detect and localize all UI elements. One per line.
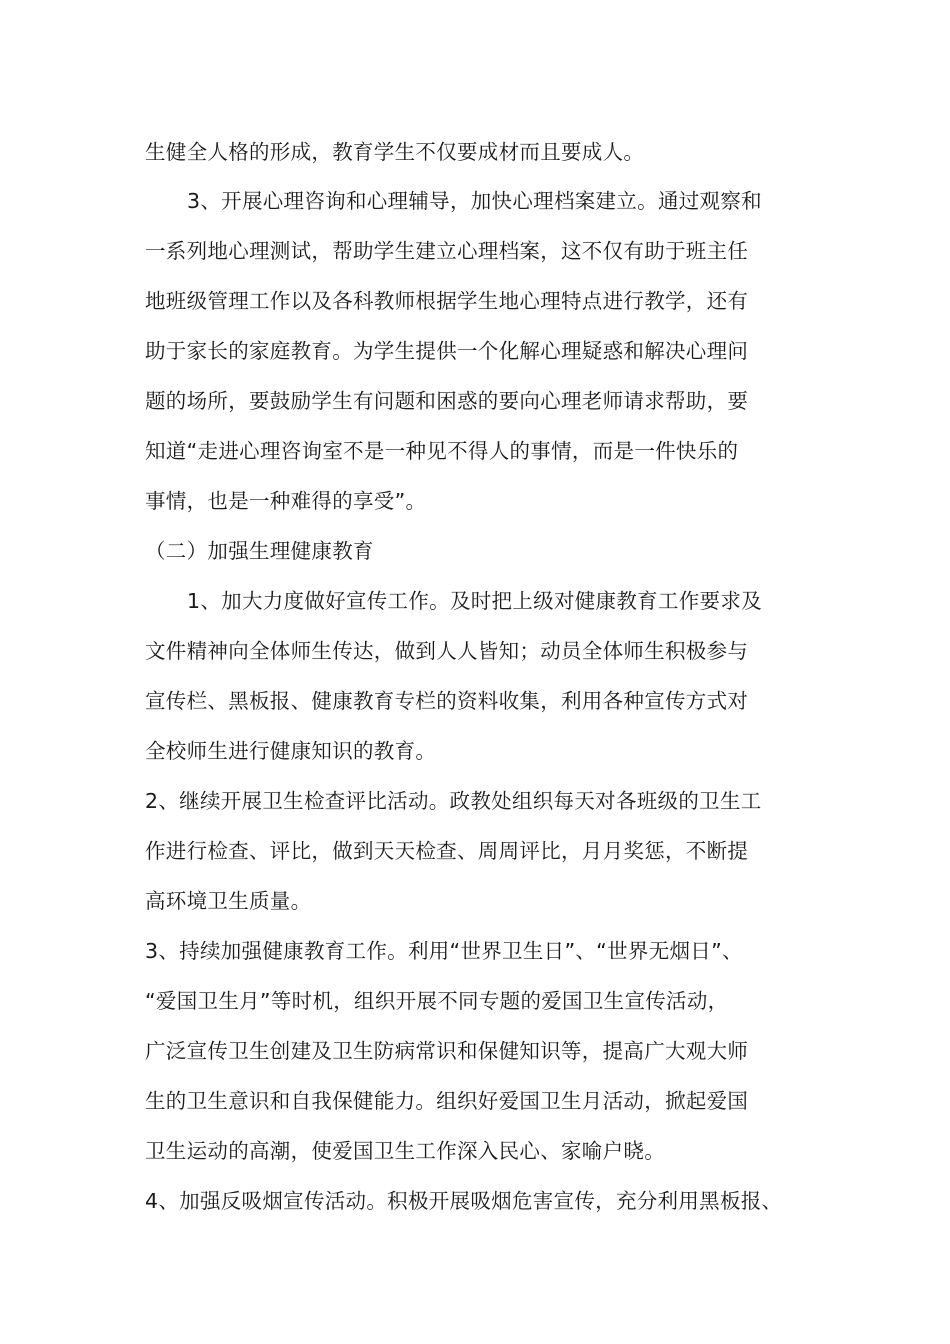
text-line: 3、持续加强健康教育工作。利用“世界卫生日”、“世界无烟日”、 [145,939,743,963]
section-heading: （二）加强生理健康教育 [145,539,374,563]
text-line: 全校师生进行健康知识的教育。 [145,739,437,763]
text-line: 2、继续开展卫生检查评比活动。政教处组织每天对各班级的卫生工 [145,789,762,813]
text-line: 卫生运动的高潮，使爱国卫生工作深入民心、家喻户晓。 [145,1139,665,1163]
text-line: 事情，也是一种难得的享受”。 [145,489,427,513]
text-line: 题的场所，要鼓励学生有问题和困惑的要向心理老师请求帮助，要 [145,389,749,413]
text-line: 助于家长的家庭教育。为学生提供一个化解心理疑惑和解决心理问 [145,339,749,363]
text-line: 广泛宣传卫生创建及卫生防病常识和保健知识等，提高广大观大师 [145,1039,749,1063]
text-line: 作进行检查、评比，做到天天检查、周周评比，月月奖惩，不断提 [145,839,749,863]
text-line: 生的卫生意识和自我保健能力。组织好爱国卫生月活动，掀起爱国 [145,1089,749,1113]
text-line: 知道“走进心理咨询室不是一种见不得人的事情，而是一件快乐的 [145,439,739,463]
text-line: 高环境卫生质量。 [145,889,312,913]
text-line: 文件精神向全体师生传达，做到人人皆知；动员全体师生积极参与 [145,639,749,663]
text-line: 一系列地心理测试，帮助学生建立心理档案，这不仅有助于班主任 [145,239,749,263]
text-line: 3、开展心理咨询和心理辅导，加快心理档案建立。通过观察和 [187,189,762,213]
text-line: 地班级管理工作以及各科教师根据学生地心理特点进行教学，还有 [145,289,749,313]
text-line: “爱国卫生月”等时机，组织开展不同专题的爱国卫生宣传活动， [145,989,729,1013]
text-line: 生健全人格的形成，教育学生不仅要成材而且要成人。 [145,140,645,164]
text-line: 1、加大力度做好宣传工作。及时把上级对健康教育工作要求及 [187,589,762,613]
text-line: 4、加强反吸烟宣传活动。积极开展吸烟危害宣传，充分利用黑板报、 [145,1189,783,1213]
text-line: 宣传栏、黑板报、健康教育专栏的资料收集，利用各种宣传方式对 [145,689,749,713]
